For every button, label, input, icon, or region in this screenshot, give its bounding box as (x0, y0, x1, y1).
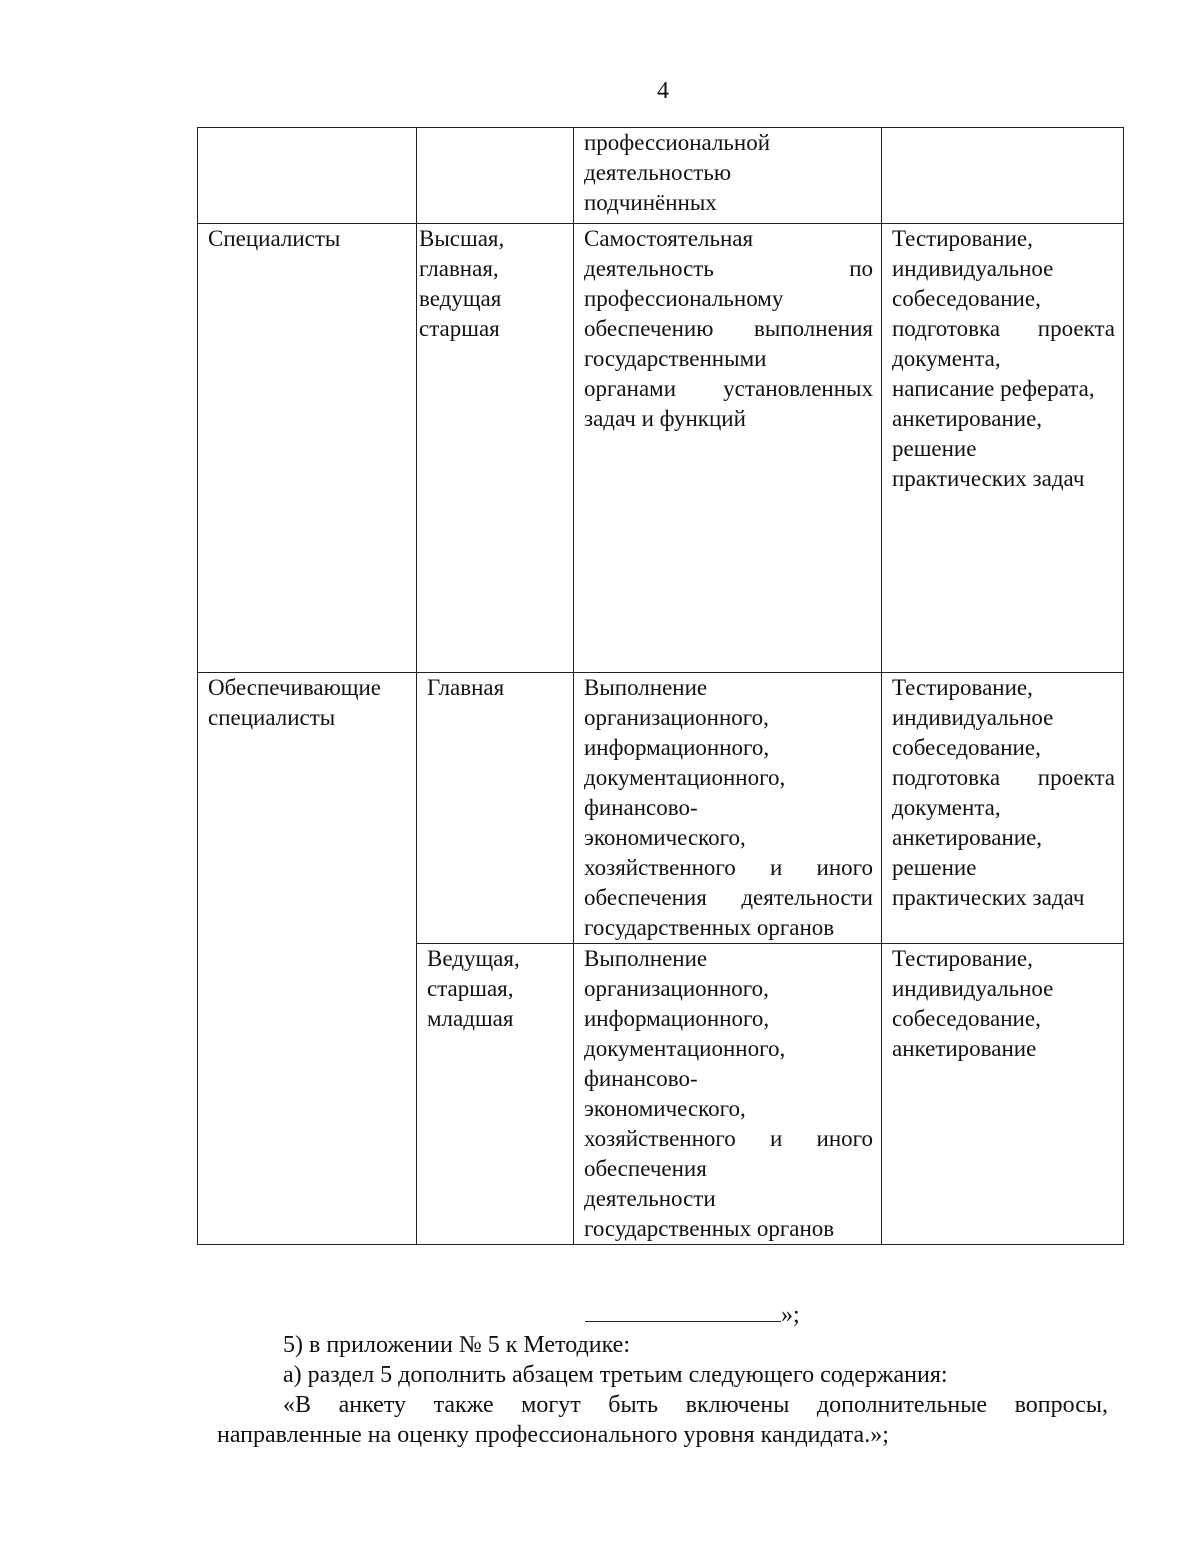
methods-line: практических задач (892, 885, 1085, 910)
group-cell (417, 944, 574, 1245)
function-line: деятельности (584, 1186, 716, 1211)
function-line: обеспечения (584, 1156, 707, 1181)
group-line: старшая (419, 316, 500, 341)
function-line: профессиональному (584, 286, 784, 311)
function-line: государственных органов (584, 1216, 835, 1241)
category-label: Обеспечивающие (208, 675, 381, 700)
quoted-paragraph: «В анкету также могут быть включены дополнительные вопросы, (283, 1392, 1108, 1418)
function-line: документационного, (584, 1036, 786, 1061)
function-line: обеспечения деятельности (584, 885, 873, 910)
function-line: информационного, (584, 735, 770, 760)
function-line: экономического, (584, 1096, 746, 1121)
category-cell (198, 128, 417, 224)
group-cell (417, 128, 574, 224)
methods-line: Тестирование, (892, 946, 1033, 971)
function-line: хозяйственного и иного (584, 855, 873, 880)
category-cell (198, 224, 417, 673)
methods-line: анкетирование, (892, 825, 1043, 850)
group-line: Главная (427, 675, 505, 700)
methods-line: решение (892, 855, 977, 880)
methods-line: решение (892, 436, 977, 461)
function-cell (574, 673, 882, 944)
table-row (198, 224, 1124, 673)
methods-line: Тестирование, (892, 226, 1033, 251)
table-row (198, 673, 1124, 944)
function-line: финансово- (584, 1066, 698, 1091)
methods-line: подготовка проекта (892, 316, 1115, 341)
methods-line: написание реферата, (892, 376, 1095, 401)
function-cell (574, 944, 882, 1245)
page-number: 4 (657, 78, 669, 104)
quoted-paragraph-continuation: направленные на оценку профессионального уровня кандидата.»; (217, 1422, 889, 1448)
methods-line: анкетирование (892, 1036, 1037, 1061)
function-line: экономического, (584, 825, 746, 850)
function-line: деятельностью (584, 160, 732, 185)
function-line: документационного, (584, 765, 786, 790)
category-cell (198, 673, 417, 1245)
function-line: информационного, (584, 1006, 770, 1031)
function-line: обеспечению выполнения (584, 316, 873, 341)
function-line: организационного, (584, 976, 769, 1001)
methods-line: собеседование, (892, 735, 1041, 760)
methods-line: индивидуальное (892, 976, 1054, 1001)
methods-cell (882, 673, 1124, 944)
positions-table (197, 127, 1124, 1245)
function-line: Самостоятельная (584, 226, 754, 251)
group-cell (417, 224, 574, 673)
function-line: задач и функций (584, 406, 746, 431)
amendment-paragraph: 5) в приложении № 5 к Методике: (283, 1332, 630, 1358)
function-line: деятельность по (584, 256, 873, 281)
function-cell (574, 128, 882, 224)
methods-line: собеседование, (892, 286, 1041, 311)
closing-quote-mark (585, 1300, 800, 1330)
methods-line: подготовка проекта (892, 765, 1115, 790)
closing-mark-text: »; (781, 1302, 800, 1328)
methods-line: индивидуальное (892, 256, 1054, 281)
methods-line: анкетирование, (892, 406, 1043, 431)
function-line: хозяйственного и иного (584, 1126, 873, 1151)
category-label: Специалисты (208, 226, 341, 251)
function-line: Выполнение (584, 675, 708, 700)
methods-line: документа, (892, 795, 1001, 820)
function-cell (574, 224, 882, 673)
group-line: старшая, (427, 976, 514, 1001)
category-label: специалисты (208, 705, 336, 730)
function-line: Выполнение (584, 946, 708, 971)
group-line: Высшая, (419, 226, 505, 251)
methods-line: практических задач (892, 466, 1085, 491)
methods-line: индивидуальное (892, 705, 1054, 730)
methods-line: Тестирование, (892, 675, 1033, 700)
function-line: подчинённых (584, 190, 717, 215)
methods-line: документа, (892, 346, 1001, 371)
function-line: органами установленных (584, 376, 873, 401)
group-line: ведущая (419, 286, 502, 311)
group-cell (417, 673, 574, 944)
group-line: главная, (419, 256, 499, 281)
function-line: государственными (584, 346, 767, 371)
function-line: финансово- (584, 795, 698, 820)
group-line: младшая (427, 1006, 514, 1031)
table-row (198, 128, 1124, 224)
function-line: государственных органов (584, 915, 835, 940)
methods-cell (882, 224, 1124, 673)
underline-rule (585, 1301, 781, 1322)
methods-cell (882, 944, 1124, 1245)
function-line: организационного, (584, 705, 769, 730)
methods-line: собеседование, (892, 1006, 1041, 1031)
function-line: профессиональной (584, 130, 771, 155)
group-line: Ведущая, (427, 946, 520, 971)
methods-cell (882, 128, 1124, 224)
amendment-paragraph: а) раздел 5 дополнить абзацем третьим следующего содержания: (283, 1362, 948, 1388)
